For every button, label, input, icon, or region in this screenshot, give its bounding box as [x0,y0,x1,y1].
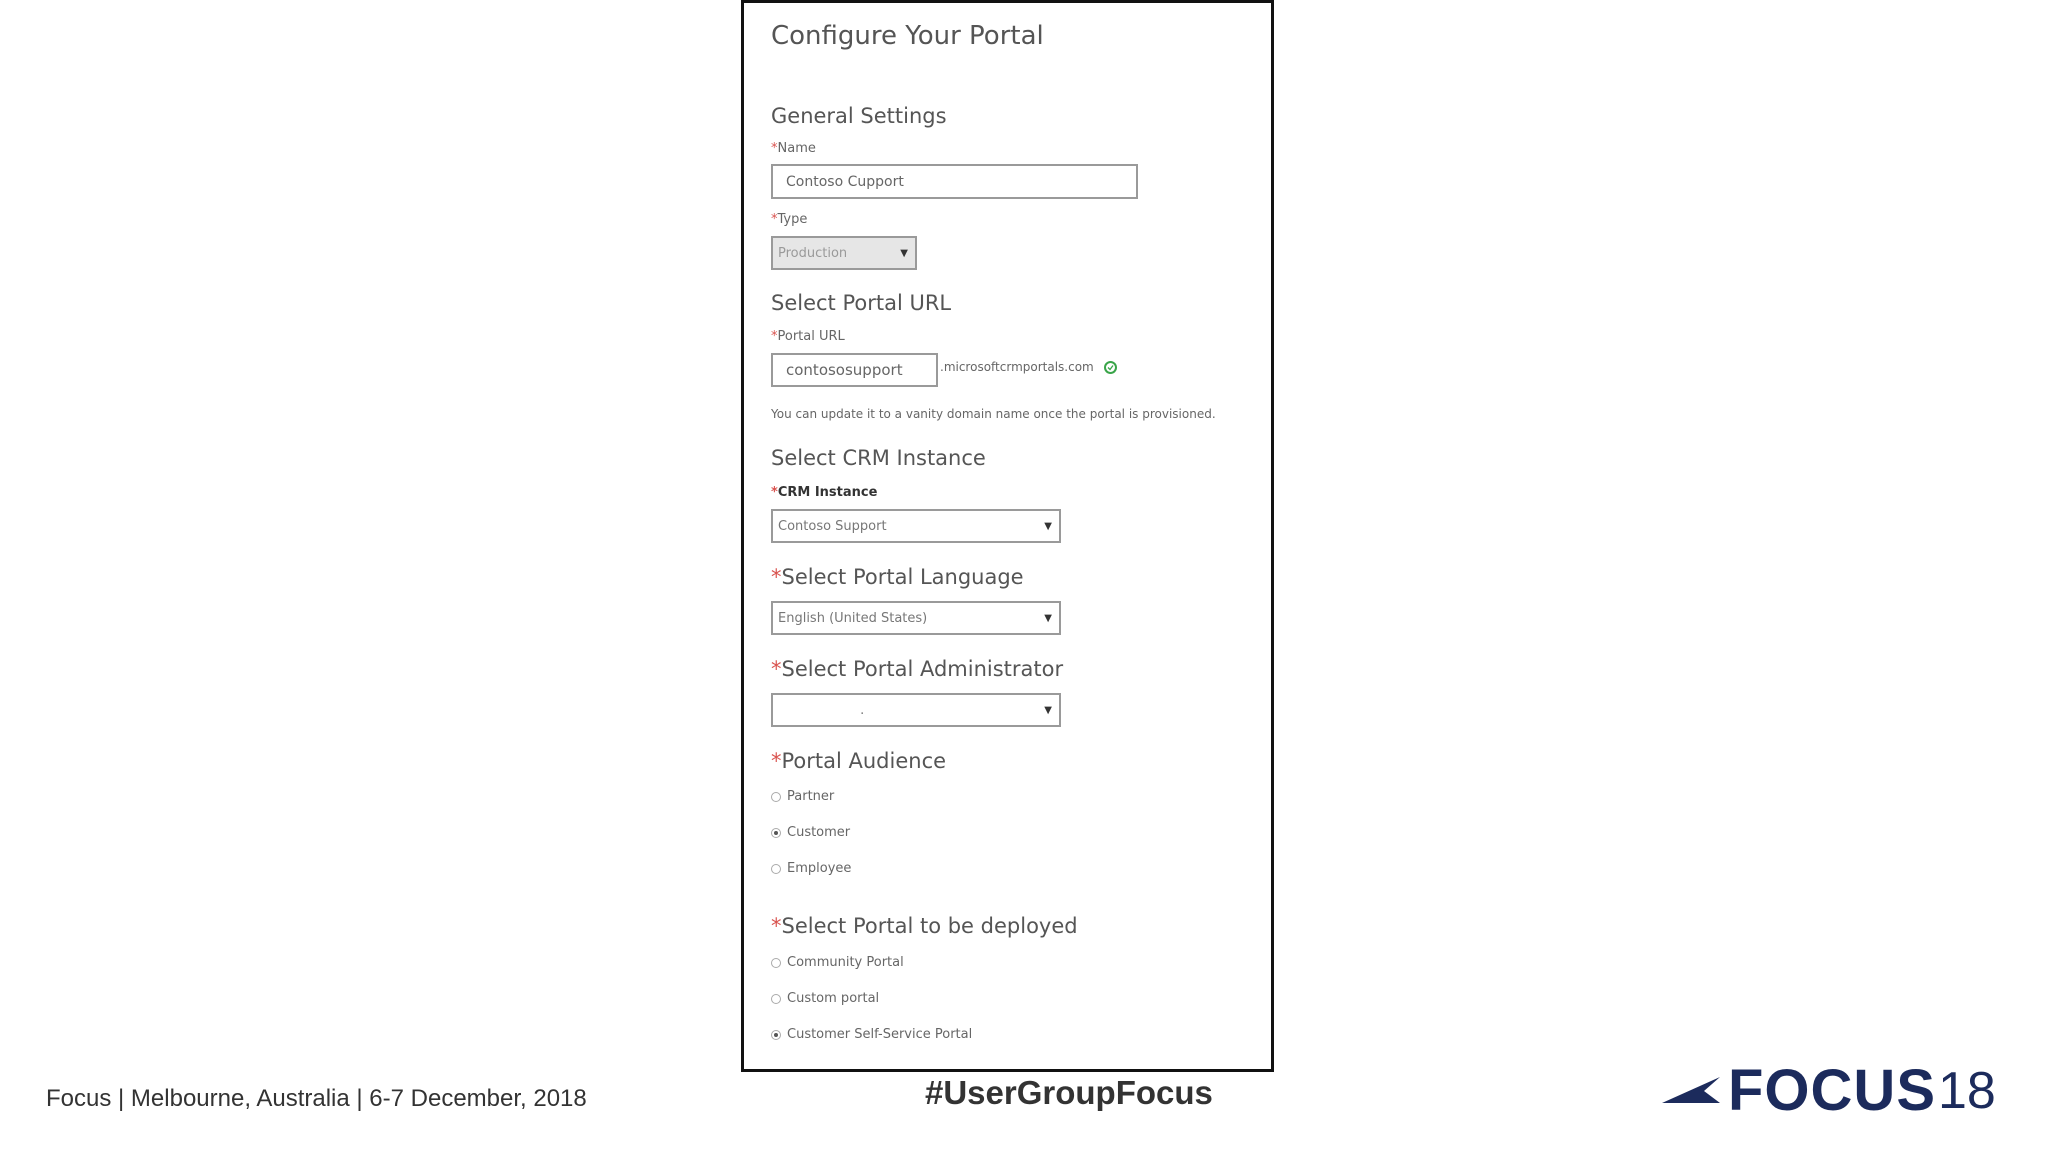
check-circle-icon [1104,361,1117,374]
type-label: *Type [771,212,808,227]
caret-down-icon: ▼ [1044,520,1052,532]
caret-down-icon: ▼ [1044,612,1052,624]
deploy-option-custom[interactable]: Custom portal [771,991,879,1006]
radio-customer[interactable] [771,828,781,838]
configure-portal-panel [741,0,1274,1072]
crm-instance-heading: Select CRM Instance [771,446,986,470]
radio-customer-self-service[interactable] [771,1030,781,1040]
focus-logo-icon [1660,1073,1728,1109]
crm-instance-select[interactable]: Contoso Support ▼ [771,509,1061,543]
caret-down-icon: ▼ [1044,704,1052,716]
audience-option-customer[interactable]: Customer [771,825,850,840]
focus-logo-number: 18 [1938,1061,1996,1120]
radio-partner[interactable] [771,792,781,802]
portal-deploy-heading: *Select Portal to be deployed [771,914,1078,938]
hashtag: #UserGroupFocus [925,1074,1213,1111]
audience-option-partner[interactable]: Partner [771,789,834,804]
focus-logo-text: FOCUS [1728,1058,1936,1123]
event-info: Focus | Melbourne, Australia | 6-7 December, 2018 [46,1085,587,1112]
radio-employee[interactable] [771,864,781,874]
portal-administrator-select[interactable]: . ▼ [771,693,1061,727]
portal-language-select[interactable]: English (United States) ▼ [771,601,1061,635]
portal-url-heading: Select Portal URL [771,291,952,315]
radio-community-portal[interactable] [771,958,781,968]
crm-instance-label: *CRM Instance [771,485,878,500]
caret-down-icon: ▼ [900,247,908,259]
audience-option-employee[interactable]: Employee [771,861,851,876]
portal-audience-heading: *Portal Audience [771,749,947,773]
focus-logo [1660,1057,1996,1124]
type-select: Production ▼ [771,236,917,270]
deploy-option-community[interactable]: Community Portal [771,955,904,970]
name-field[interactable]: Contoso Cupport [771,164,1138,199]
general-settings-heading: General Settings [771,104,947,128]
portal-url-label: *Portal URL [771,329,845,344]
page-title: Configure Your Portal [771,21,1044,51]
portal-language-heading: *Select Portal Language [771,565,1024,589]
name-label: *Name [771,141,816,156]
portal-url-input[interactable]: contososupport [771,353,938,387]
radio-custom-portal[interactable] [771,994,781,1004]
deploy-option-self-service[interactable]: Customer Self-Service Portal [771,1027,972,1042]
portal-administrator-heading: *Select Portal Administrator [771,657,1064,681]
portal-url-suffix: .microsoftcrmportals.com [940,360,1117,374]
portal-url-hint: You can update it to a vanity domain name once the portal is provisioned. [771,407,1216,421]
